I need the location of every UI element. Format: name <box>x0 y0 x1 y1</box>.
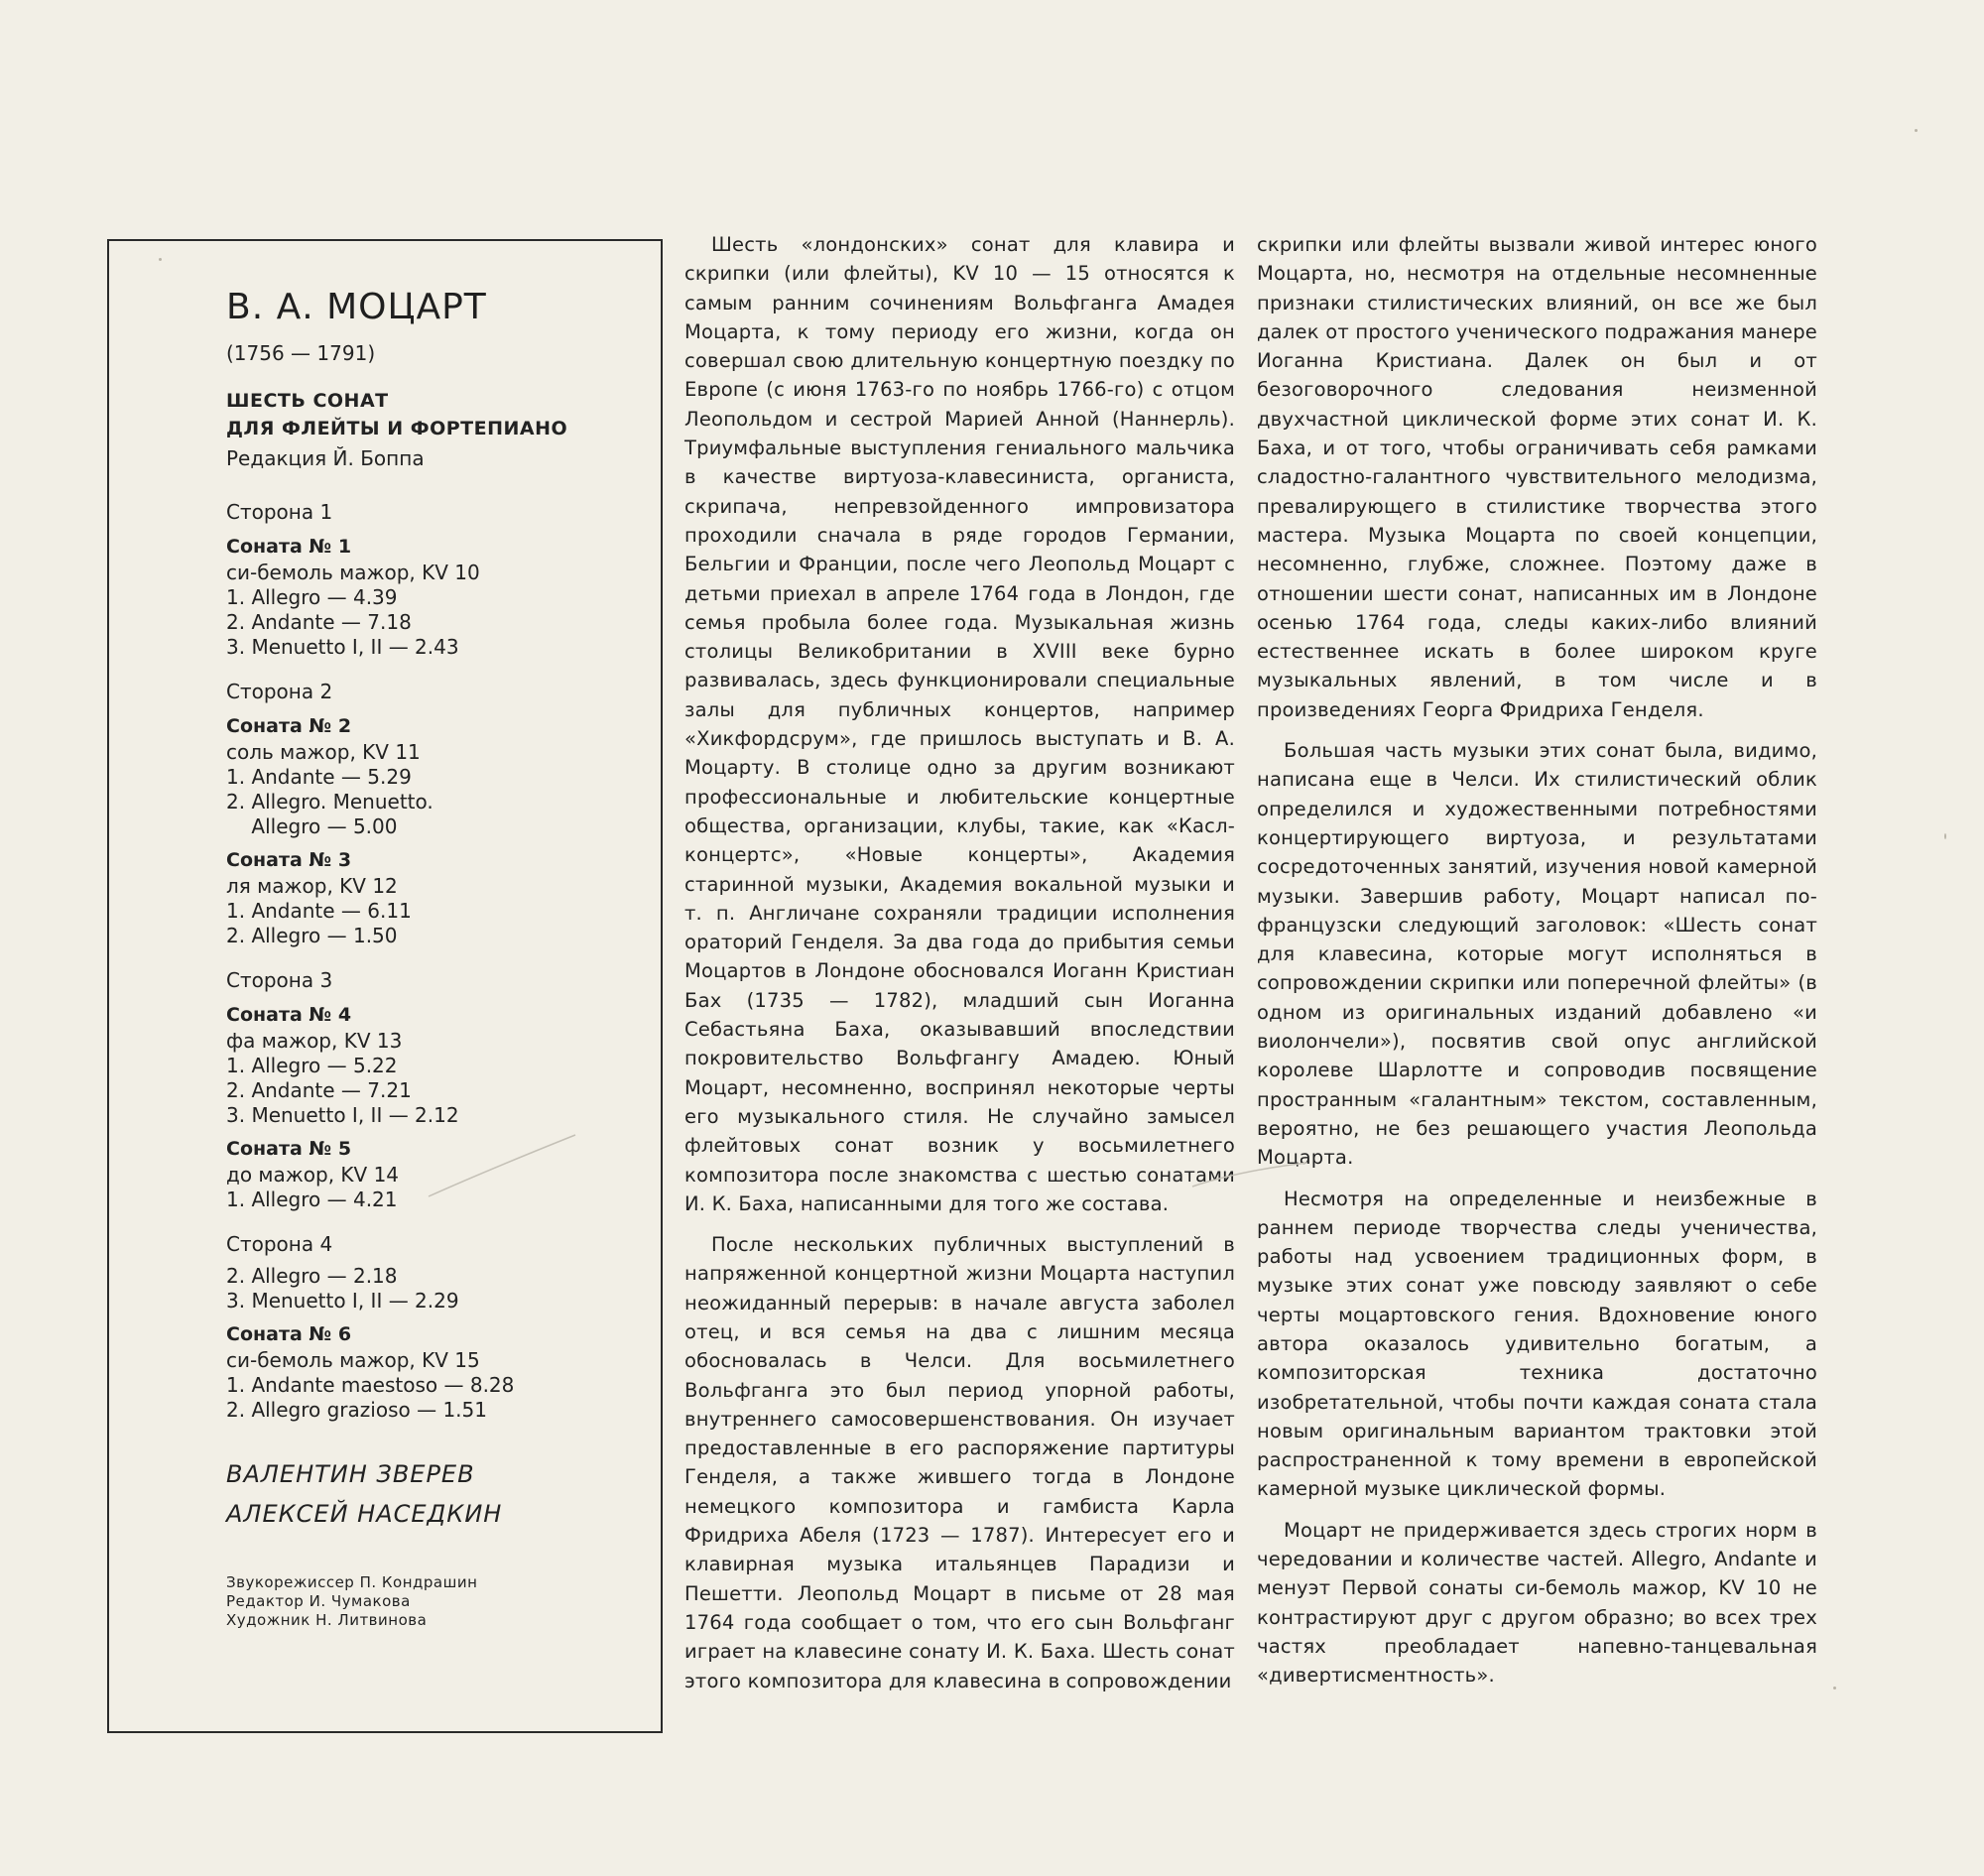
sonata-block <box>226 713 653 839</box>
sonata-title: Соната № 3 <box>226 849 352 871</box>
sonata-block <box>226 847 653 948</box>
sonata-title: Соната № 4 <box>226 1004 352 1026</box>
side-block <box>226 678 653 948</box>
paper-speck <box>1833 1687 1836 1689</box>
liner-note-paragraph: Моцарт не придерживается здесь строгих норм в чередовании и количестве частей. Allegro, Andante и менуэт Первой сонаты си-бемоль мажор, KV 10 не контрастируют друг с другом образно; во всех трех частях преобладает напевно-танцевальная «дивертисментность». <box>1257 1518 1817 1688</box>
composer-name: В. А. МОЦАРТ <box>226 287 487 327</box>
sonata-key: соль мажор, KV 11 <box>226 740 421 764</box>
movement-item: 2. Allegro — 1.50 <box>226 924 398 947</box>
side-list <box>226 498 653 1423</box>
sonata-block <box>226 1264 653 1313</box>
sonata-key: до мажор, KV 14 <box>226 1163 400 1187</box>
tracklist-content <box>226 287 653 1630</box>
side-label: Сторона 3 <box>226 968 333 992</box>
sonata-title: Соната № 5 <box>226 1138 352 1160</box>
side-block <box>226 498 653 660</box>
composer-years: (1756 — 1791) <box>226 341 376 365</box>
liner-note-paragraph: Несмотря на определенные и неизбежные в раннем периоде творчества следы ученичества, работы над усвоением традиционных форм, в музыке этих сонат уже повсюду заявляют о себе черты моцартовского гения. Вдохновение юного автора оказалось удивительно богатым, а композиторская техника достаточно изобретательной, чтобы почти каждая соната стала новым оригинальным вариантом трактовки этой распространенной к тому времени в европейской камерной музыке циклической формы. <box>1257 1187 1817 1501</box>
movement-item: 3. Menuetto I, II — 2.12 <box>226 1103 459 1127</box>
movement-item: 2. Allegro. Menuetto. <box>226 790 434 813</box>
sonata-key: ля мажор, KV 12 <box>226 874 398 898</box>
sonata-block <box>226 1002 653 1128</box>
movement-item: 2. Allegro — 2.18 <box>226 1264 398 1288</box>
tracklist-panel <box>107 239 663 1733</box>
liner-note-paragraph: скрипки или флейты вызвали живой интерес юного Моцарта, но, несмотря на отдельные несомненные признаки стилистических влияний, он все же был далек от простого ученического подражания манере Иоганна Кристиана. Далек он был и от безоговорочного следования неизменной двухчастной циклической форме этих сонат И. К. Баха, и от того, чтобы ограничивать себя рамками сладостно-галантного чувствительного мелодизма, превалирующего в стилистике творчества этого мастера. Музыка Моцарта по своей концепции, несомненно, глубже, сложнее. Поэтому даже в отношении шести сонат, написанных им в Лондоне осенью 1764 года, следы каких-либо влияний естественнее искать в более широком круге музыкальных явлений, в том числе и в произведениях Георга Фридриха Генделя. <box>1257 233 1817 721</box>
sonata-key: си-бемоль мажор, KV 15 <box>226 1348 480 1372</box>
side-block <box>226 1230 653 1423</box>
movement-item: Allegro — 5.00 <box>226 814 398 838</box>
movement-item: 1. Allegro — 4.39 <box>226 585 398 609</box>
work-title-line-2: ДЛЯ ФЛЕЙТЫ И ФОРТЕПИАНО <box>226 418 568 439</box>
sonata-title: Соната № 2 <box>226 715 352 737</box>
performers <box>226 1454 653 1534</box>
paper-speck <box>1944 833 1946 839</box>
faint-pencil-mark-2 <box>1190 1161 1309 1190</box>
performer-name: ВАЛЕНТИН ЗВЕРЕВ <box>226 1460 475 1488</box>
movement-item: 1. Allegro — 4.21 <box>226 1188 398 1211</box>
paper-speck <box>1915 129 1918 132</box>
liner-note-paragraph: После нескольких публичных выступлений в напряженной концертной жизни Моцарта наступил неожиданный перерыв: в начале августа заболел отец, и вся семья на два с лишним месяца обосновалась в Челси. Для восьмилетнего Вольфганга это был период упорной работы, внутреннего самосовершенствования. Он изучает предоставленные в его распоряжение партитуры Генделя, а также жившего тогда в Лондоне немецкого композитора и гамбиста Карла Фридриха Абеля (1723 — 1787). Интересует его и клавирная музыка итальянцев Парадизи и Пешетти. Леопольд Моцарт в письме от 28 мая 1764 года сообщает о том, что его сын Вольфганг играет на клавесине сонату И. К. Баха. Шесть сонат этого композитора для клавесина в сопровождении <box>684 1233 1235 1692</box>
movement-item: 3. Menuetto I, II — 2.29 <box>226 1289 459 1313</box>
movement-item: 1. Andante maestoso — 8.28 <box>226 1373 515 1397</box>
performer-name: АЛЕКСЕЙ НАСЕДКИН <box>226 1500 503 1528</box>
movement-item: 1. Andante — 6.11 <box>226 899 412 923</box>
sonata-key: си-бемоль мажор, KV 10 <box>226 561 480 584</box>
credit-line: Редактор И. Чумакова <box>226 1592 411 1610</box>
side-label: Сторона 2 <box>226 680 333 703</box>
sonata-key: фа мажор, KV 13 <box>226 1029 403 1053</box>
edition-note: Редакция Й. Боппа <box>226 446 425 470</box>
movement-item: 2. Andante — 7.18 <box>226 610 412 634</box>
sonata-block <box>226 534 653 660</box>
movement-item: 2. Andante — 7.21 <box>226 1078 412 1102</box>
side-label: Сторона 4 <box>226 1232 333 1256</box>
side-label: Сторона 1 <box>226 500 333 524</box>
credit-line: Художник Н. Литвинова <box>226 1611 428 1629</box>
movement-item: 2. Allegro grazioso — 1.51 <box>226 1398 487 1422</box>
liner-note-paragraph: Шесть «лондонских» сонат для клавира и скрипки (или флейты), KV 10 — 15 относятся к самым ранним сочинениям Вольфганга Амадея Моцарта, к тому периоду его жизни, когда он совершал свою длительную концертную поездку по Европе (с июня 1763-го по ноябрь 1766-го) с отцом Леопольдом и сестрой Марией Анной (Наннерль). Триумфальные выступления гениального мальчика в качестве виртуоза-клавесиниста, органиста, скрипача, непревзойденного импровизатора проходили сначала в ряде городов Германии, Бельгии и Франции, после чего Леопольд Моцарт с детьми приехал в апреле 1764 года в Лондон, где семья пробыла более года. Музыкальная жизнь столицы Великобритании в XVIII веке бурно развивалась, здесь функционировали специальные залы для публичных концертов, например «Хикфордсрум», где пришлось выступать и В. А. Моцарту. В столице одно за другим возникают профессиональные и любительские концертные общества, организации, клубы, такие, как «Касл-концертс», «Новые концерты», Академия старинной музыки, Академия вокальной музыки и т. п. Англичане сохраняли традиции исполнения ораторий Генделя. За два года до прибытия семьи Моцартов в Лондоне обосновался Иоганн Кристиан Бах (1735 — 1782), младший сын Иоганна Себастьяна Баха, оказывавший впоследствии покровительство Вольфгангу Амадею. Юный Моцарт, несомненно, воспринял некоторые черты его музыкального стиля. Не случайно замысел флейтовых сонат возник у восьмилетнего композитора после знакомства с шестью сонатами И. К. Баха, написанными для того же состава. <box>684 233 1235 1215</box>
sonata-title: Соната № 6 <box>226 1323 352 1345</box>
liner-notes-right-column <box>1257 230 1817 1702</box>
movement-item: 3. Menuetto I, II — 2.43 <box>226 635 459 659</box>
liner-note-paragraph: Большая часть музыки этих сонат была, видимо, написана еще в Челси. Их стилистический облик определился и художественными потребностями концертирующего виртуоза, и результатами сосредоточенных занятий, изучения новой камерной музыки. Завершив работу, Моцарт написал по-французски следующий заголовок: «Шесть сонат для клавесина, которые могут исполняться в сопровождении скрипки или поперечной флейты» (в одном из оригинальных изданий добавлено «и виолончели»), посвятив свой опус английской королеве Шарлотте и сопроводив посвящение пространным «галантным» текстом, составленным, вероятно, не без решающего участия Леопольда Моцарта. <box>1257 739 1817 1170</box>
work-title-line-1: ШЕСТЬ СОНАТ <box>226 390 389 412</box>
production-credits <box>226 1573 653 1630</box>
sonata-title: Соната № 1 <box>226 536 352 558</box>
movement-item: 1. Allegro — 5.22 <box>226 1054 398 1077</box>
sonata-block <box>226 1321 653 1423</box>
movement-item: 1. Andante — 5.29 <box>226 765 412 789</box>
liner-notes-middle-column <box>684 230 1235 1707</box>
work-title <box>226 387 653 442</box>
credit-line: Звукорежиссер П. Кондрашин <box>226 1573 478 1591</box>
faint-pencil-mark <box>427 1131 585 1200</box>
paper-speck <box>159 258 162 261</box>
